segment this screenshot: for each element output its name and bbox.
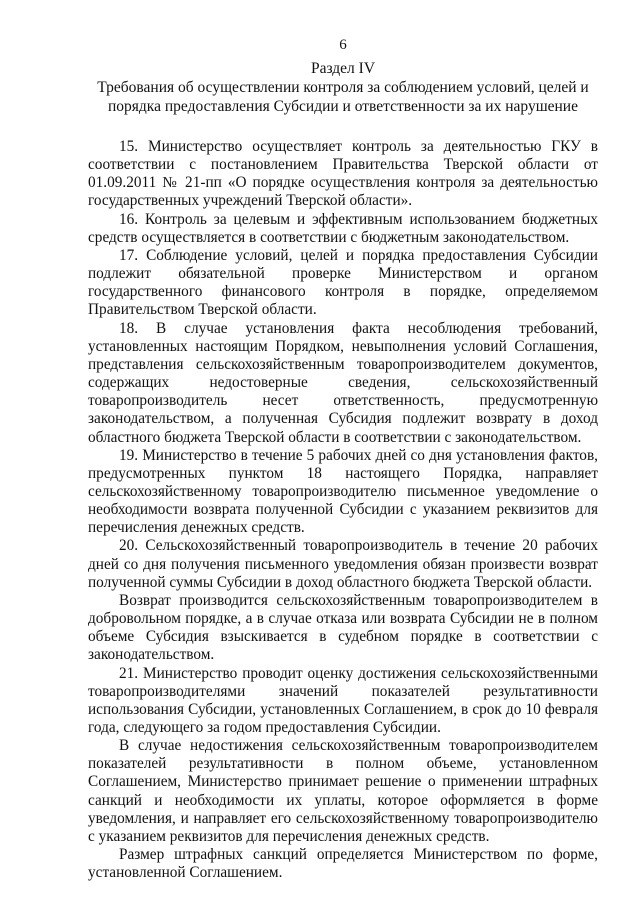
document-page bbox=[88, 36, 598, 882]
paragraph-17: 17. Соблюдение условий, целей и порядка предоставления Субсидии подлежит обязательной проверке Министерством и органом государственного финансового контроля в порядке, определяемом Правительством Тверской области. bbox=[88, 246, 598, 319]
section-subtitle: Требования об осуществлении контроля за соблюдением условий, целей и порядка предоставления Субсидии и ответственности за их нарушение bbox=[97, 79, 589, 115]
page-number: 6 bbox=[339, 37, 347, 53]
paragraph-20-return: Возврат производится сельскохозяйственным товаропроизводителем в добровольном порядке, а в случае отказа или возврата Субсидии не в полном объеме Субсидия взыскивается в судебном порядке в соответствии с законодательством. bbox=[88, 591, 598, 664]
paragraph-18: 18. В случае установления факта несоблюдения требований, установленных настоящим Порядком, невыполнения условий Соглашения, представления сельскохозяйственным товаропроизводителем документов, содержащих недостоверные сведения, сельскохозяйственный товаропроизводитель несет ответственность, предусмотренную законодательством, а полученная Субсидия подлежит возврату в доход областного бюджета Тверской области в соответствии с законодательством. bbox=[88, 319, 598, 446]
paragraph-21-penalty-size: Размер штрафных санкций определяется Министерством по форме, установленной Соглашением. bbox=[88, 846, 598, 882]
paragraph-20: 20. Сельскохозяйственный товаропроизводитель в течение 20 рабочих дней со дня получения письменного уведомления обязан произвести возврат полученной суммы Субсидии в доход областного бюджета Тверской области. bbox=[88, 537, 598, 591]
document-body bbox=[88, 138, 598, 882]
paragraph-15: 15. Министерство осуществляет контроль за деятельностью ГКУ в соответствии с постановлением Правительства Тверской области от 01.09.2011 № 21-пп «О порядке осуществления контроля за деятельностью государственных учреждений Тверской области». bbox=[88, 138, 598, 210]
paragraph-21-penalty: В случае недостижения сельскохозяйственным товаропроизводителем показателей результативности в полном объеме, установленном Соглашением, Министерство принимает решение о применении штрафных санкций и необходимости их уплаты, которое оформляется в форме уведомления, и направляет его сельскохозяйственному товаропроизводителю с указанием реквизитов для перечисления денежных средств. bbox=[88, 737, 598, 845]
paragraph-19: 19. Министерство в течение 5 рабочих дней со дня установления фактов, предусмотренных пунктом 18 настоящего Порядка, направляет сельскохозяйственному товаропроизводителю письменное уведомление о необходимости возврата полученной Субсидии с указанием реквизитов для перечисления денежных средств. bbox=[88, 446, 598, 537]
paragraph-21: 21. Министерство проводит оценку достижения сельскохозяйственными товаропроизводителями значений показателей результативности использования Субсидии, установленных Соглашением, в срок до 10 февраля года, следующего за годом предоставления Субсидии. bbox=[88, 664, 598, 736]
paragraph-16: 16. Контроль за целевым и эффективным использованием бюджетных средств осуществляется в соответствии с бюджетным законодательством. bbox=[88, 210, 598, 246]
section-title: Раздел IV bbox=[310, 60, 376, 77]
